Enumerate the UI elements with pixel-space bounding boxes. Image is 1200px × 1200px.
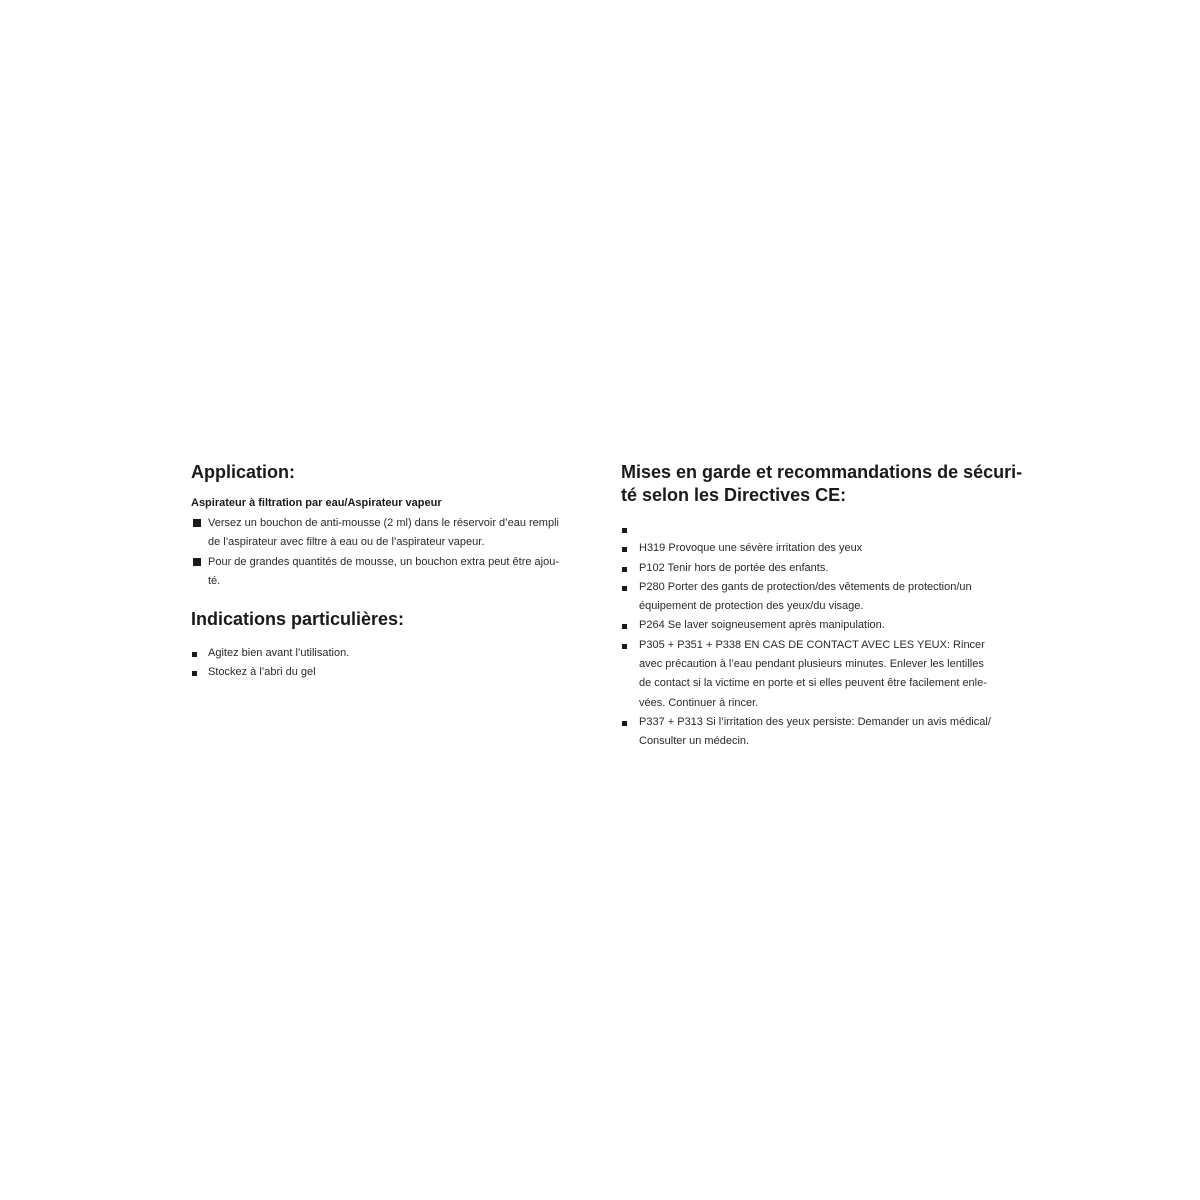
square-bullet-icon (192, 671, 197, 676)
safety-heading-line: Mises en garde et recommandations de sécuri- (621, 462, 1023, 482)
square-bullet-icon (622, 721, 627, 726)
safety-heading-line: té selon les Directives CE: (621, 485, 847, 505)
safety-item-line: H319 Provoque une sévère irritation des yeux (639, 542, 863, 555)
safety-item-line (639, 520, 1031, 539)
indications-item (191, 663, 596, 682)
safety-item-line: Consulter un médecin. (639, 735, 750, 748)
safety-item (621, 559, 1031, 578)
square-bullet-icon (622, 644, 627, 649)
safety-item-line: P305 + P351 + P338 EN CAS DE CONTACT AVEC LES YEUX: Rincer (639, 638, 985, 651)
safety-item (621, 578, 1031, 617)
application-subheading: Aspirateur à filtration par eau/Aspirateur vapeur (191, 497, 442, 509)
safety-item (621, 539, 1031, 558)
safety-item-line: de contact si la victime en porte et si elles peuvent être facilement enle- (639, 677, 987, 690)
indications-item (191, 644, 596, 663)
safety-list (621, 520, 1031, 752)
application-item-line: Pour de grandes quantités de mousse, un bouchon extra peut être ajou- (208, 555, 560, 568)
application-list (191, 514, 596, 591)
square-bullet-icon (622, 528, 627, 533)
safety-item-line: P280 Porter des gants de protection/des vêtements de protection/un (639, 580, 972, 593)
indications-list (191, 644, 596, 683)
application-item-line: Versez un bouchon de anti-mousse (2 ml) dans le réservoir d’eau rempli (208, 517, 559, 529)
square-bullet-icon (622, 567, 627, 572)
square-bullet-icon (622, 586, 627, 591)
indications-heading: Indications particulières: (191, 609, 405, 630)
safety-item (621, 636, 1031, 713)
square-bullet-icon (622, 624, 627, 629)
safety-item-line: équipement de protection des yeux/du visage. (639, 600, 864, 613)
square-bullet-icon (192, 652, 197, 657)
application-item (191, 553, 596, 592)
application-item (191, 514, 596, 553)
safety-heading (621, 461, 1031, 507)
right-column (621, 461, 1031, 752)
safety-item-line: P337 + P313 Si l’irritation des yeux persiste: Demander un avis médical/ (639, 715, 991, 728)
safety-item-line: vées. Continuer à rincer. (639, 696, 759, 709)
safety-item (621, 616, 1031, 635)
indications-item-text: Stockez à l’abri du gel (208, 666, 316, 679)
left-column (191, 461, 596, 683)
application-item-line: té. (208, 574, 221, 587)
square-bullet-icon (193, 558, 201, 566)
safety-item-line: P264 Se laver soigneusement après manipulation. (639, 619, 885, 632)
square-bullet-icon (193, 519, 201, 527)
safety-item-line: avec précaution à l’eau pendant plusieurs minutes. Enlever les lentilles (639, 658, 984, 671)
safety-item (621, 520, 1031, 539)
square-bullet-icon (622, 547, 627, 552)
safety-item (621, 713, 1031, 752)
application-item-line: de l’aspirateur avec filtre à eau ou de l’aspirateur vapeur. (208, 536, 485, 549)
safety-item-line: P102 Tenir hors de portée des enfants. (639, 561, 829, 574)
indications-item-text: Agitez bien avant l’utilisation. (208, 647, 350, 660)
application-heading: Application: (191, 462, 295, 482)
